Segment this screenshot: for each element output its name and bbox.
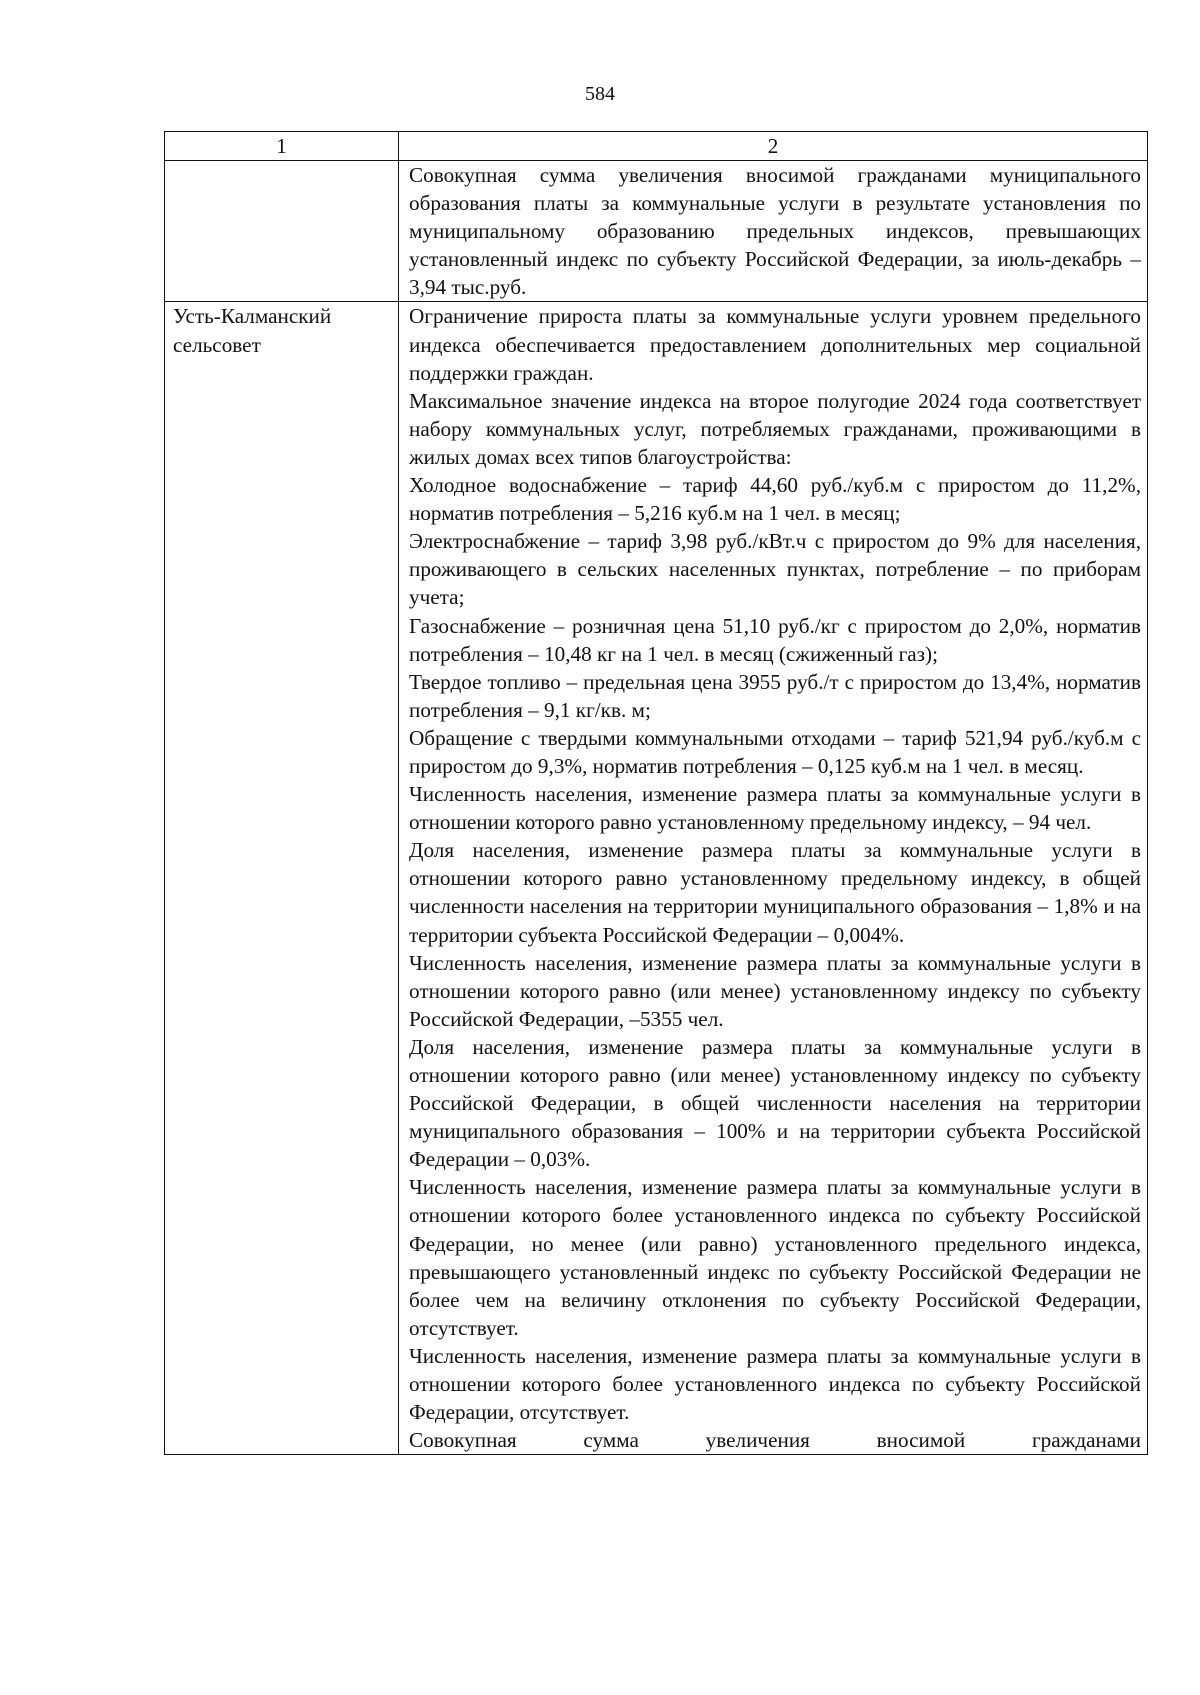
paragraph-total-increase-start: Совокупная сумма увеличения вносимой гражданами bbox=[409, 1428, 1141, 1453]
paragraph-share-subject: Доля населения, изменение размера платы за коммунальные услуги в отношении которого равно (или менее) установленному индексу по субъекту Российской Федерации, в общей численности населения на территории муниципального образования – 100% и на территории субъекта Российской Федерации – 0,03%. bbox=[409, 1034, 1141, 1172]
paragraph-share-limit: Доля населения, изменение размера платы за коммунальные услуги в отношении которого равно установленному предельному индексу, в общей численности населения на территории муниципального образования – 1,8% и на территории субъекта Российской Федерации – 0,004%. bbox=[409, 838, 1141, 947]
paragraph-limit-growth: Ограничение прироста платы за коммунальные услуги уровнем предельного индекса обеспечивается предоставлением дополнительных мер социальной поддержки граждан. bbox=[409, 304, 1141, 385]
paragraph-gas: Газоснабжение – розничная цена 51,10 руб./кг с приростом до 2,0%, норматив потребления – 10,48 кг на 1 чел. в месяц (сжиженный газ); bbox=[409, 613, 1141, 666]
municipality-name-cell: Усть-Калманский сельсовет bbox=[165, 302, 399, 1455]
paragraph-solid-fuel: Твердое топливо – предельная цена 3955 руб./т с приростом до 13,4%, норматив потребления – 9,1 кг/кв. м; bbox=[409, 669, 1141, 722]
row1-municipality-cell bbox=[165, 161, 399, 302]
page-number: 584 bbox=[585, 83, 615, 105]
paragraph-electricity: Электроснабжение – тариф 3,98 руб./кВт.ч с приростом до 9% для населения, проживающего в сельских населенных пунктах, потребление – по приборам учета; bbox=[409, 529, 1141, 610]
paragraph-population-above: Численность населения, изменение размера платы за коммунальные услуги в отношении которого более установленного индекса по субъекту Российской Федерации, отсутствует. bbox=[409, 1343, 1141, 1425]
paragraph-cold-water: Холодное водоснабжение – тариф 44,60 руб./куб.м с приростом до 11,2%, норматив потребления – 5,216 куб.м на 1 чел. в месяц; bbox=[409, 473, 1141, 526]
paragraph-waste: Обращение с твердыми коммунальными отходами – тариф 521,94 руб./куб.м с приростом до 9,3%, норматив потребления – 0,125 куб.м на 1 чел. в месяц. bbox=[409, 725, 1141, 778]
document-table bbox=[164, 131, 1148, 1455]
row2-description-cell bbox=[399, 302, 1148, 1455]
total-increase-paragraph: Совокупная сумма увеличения вносимой гражданами муниципального образования платы за коммунальные услуги в результате установления по муниципальному образованию предельных индексов, превышающих установленный индекс по субъекту Российской Федерации, за июль-декабрь – 3,94 тыс.руб. bbox=[409, 163, 1141, 300]
table-row bbox=[165, 161, 1148, 302]
table-header-row bbox=[165, 132, 1148, 161]
column-header-1: 1 bbox=[165, 132, 399, 161]
paragraph-max-index: Максимальное значение индекса на второе полугодие 2024 года соответствует набору коммунальных услуг, потребляемых гражданами, проживающими в жилых домах всех типов благоустройства: bbox=[409, 388, 1141, 469]
paragraph-population-between: Численность населения, изменение размера платы за коммунальные услуги в отношении которого более установленного индекса по субъекту Российской Федерации, но менее (или равно) установленного предельного индекса, превышающего установленный индекс по субъекту Российской Федерации не более чем на величину отклонения по субъекту Российской Федерации, отсутствует. bbox=[409, 1175, 1141, 1340]
paragraph-population-subject: Численность населения, изменение размера платы за коммунальные услуги в отношении которого равно (или менее) установленному индексу по субъекту Российской Федерации, –5355 чел. bbox=[409, 950, 1141, 1031]
row1-description-cell bbox=[399, 161, 1148, 302]
table-row bbox=[165, 302, 1148, 1455]
paragraph-population-limit: Численность населения, изменение размера платы за коммунальные услуги в отношении которого равно установленному предельному индексу, – 94 чел. bbox=[409, 782, 1141, 835]
column-header-2: 2 bbox=[399, 132, 1148, 161]
